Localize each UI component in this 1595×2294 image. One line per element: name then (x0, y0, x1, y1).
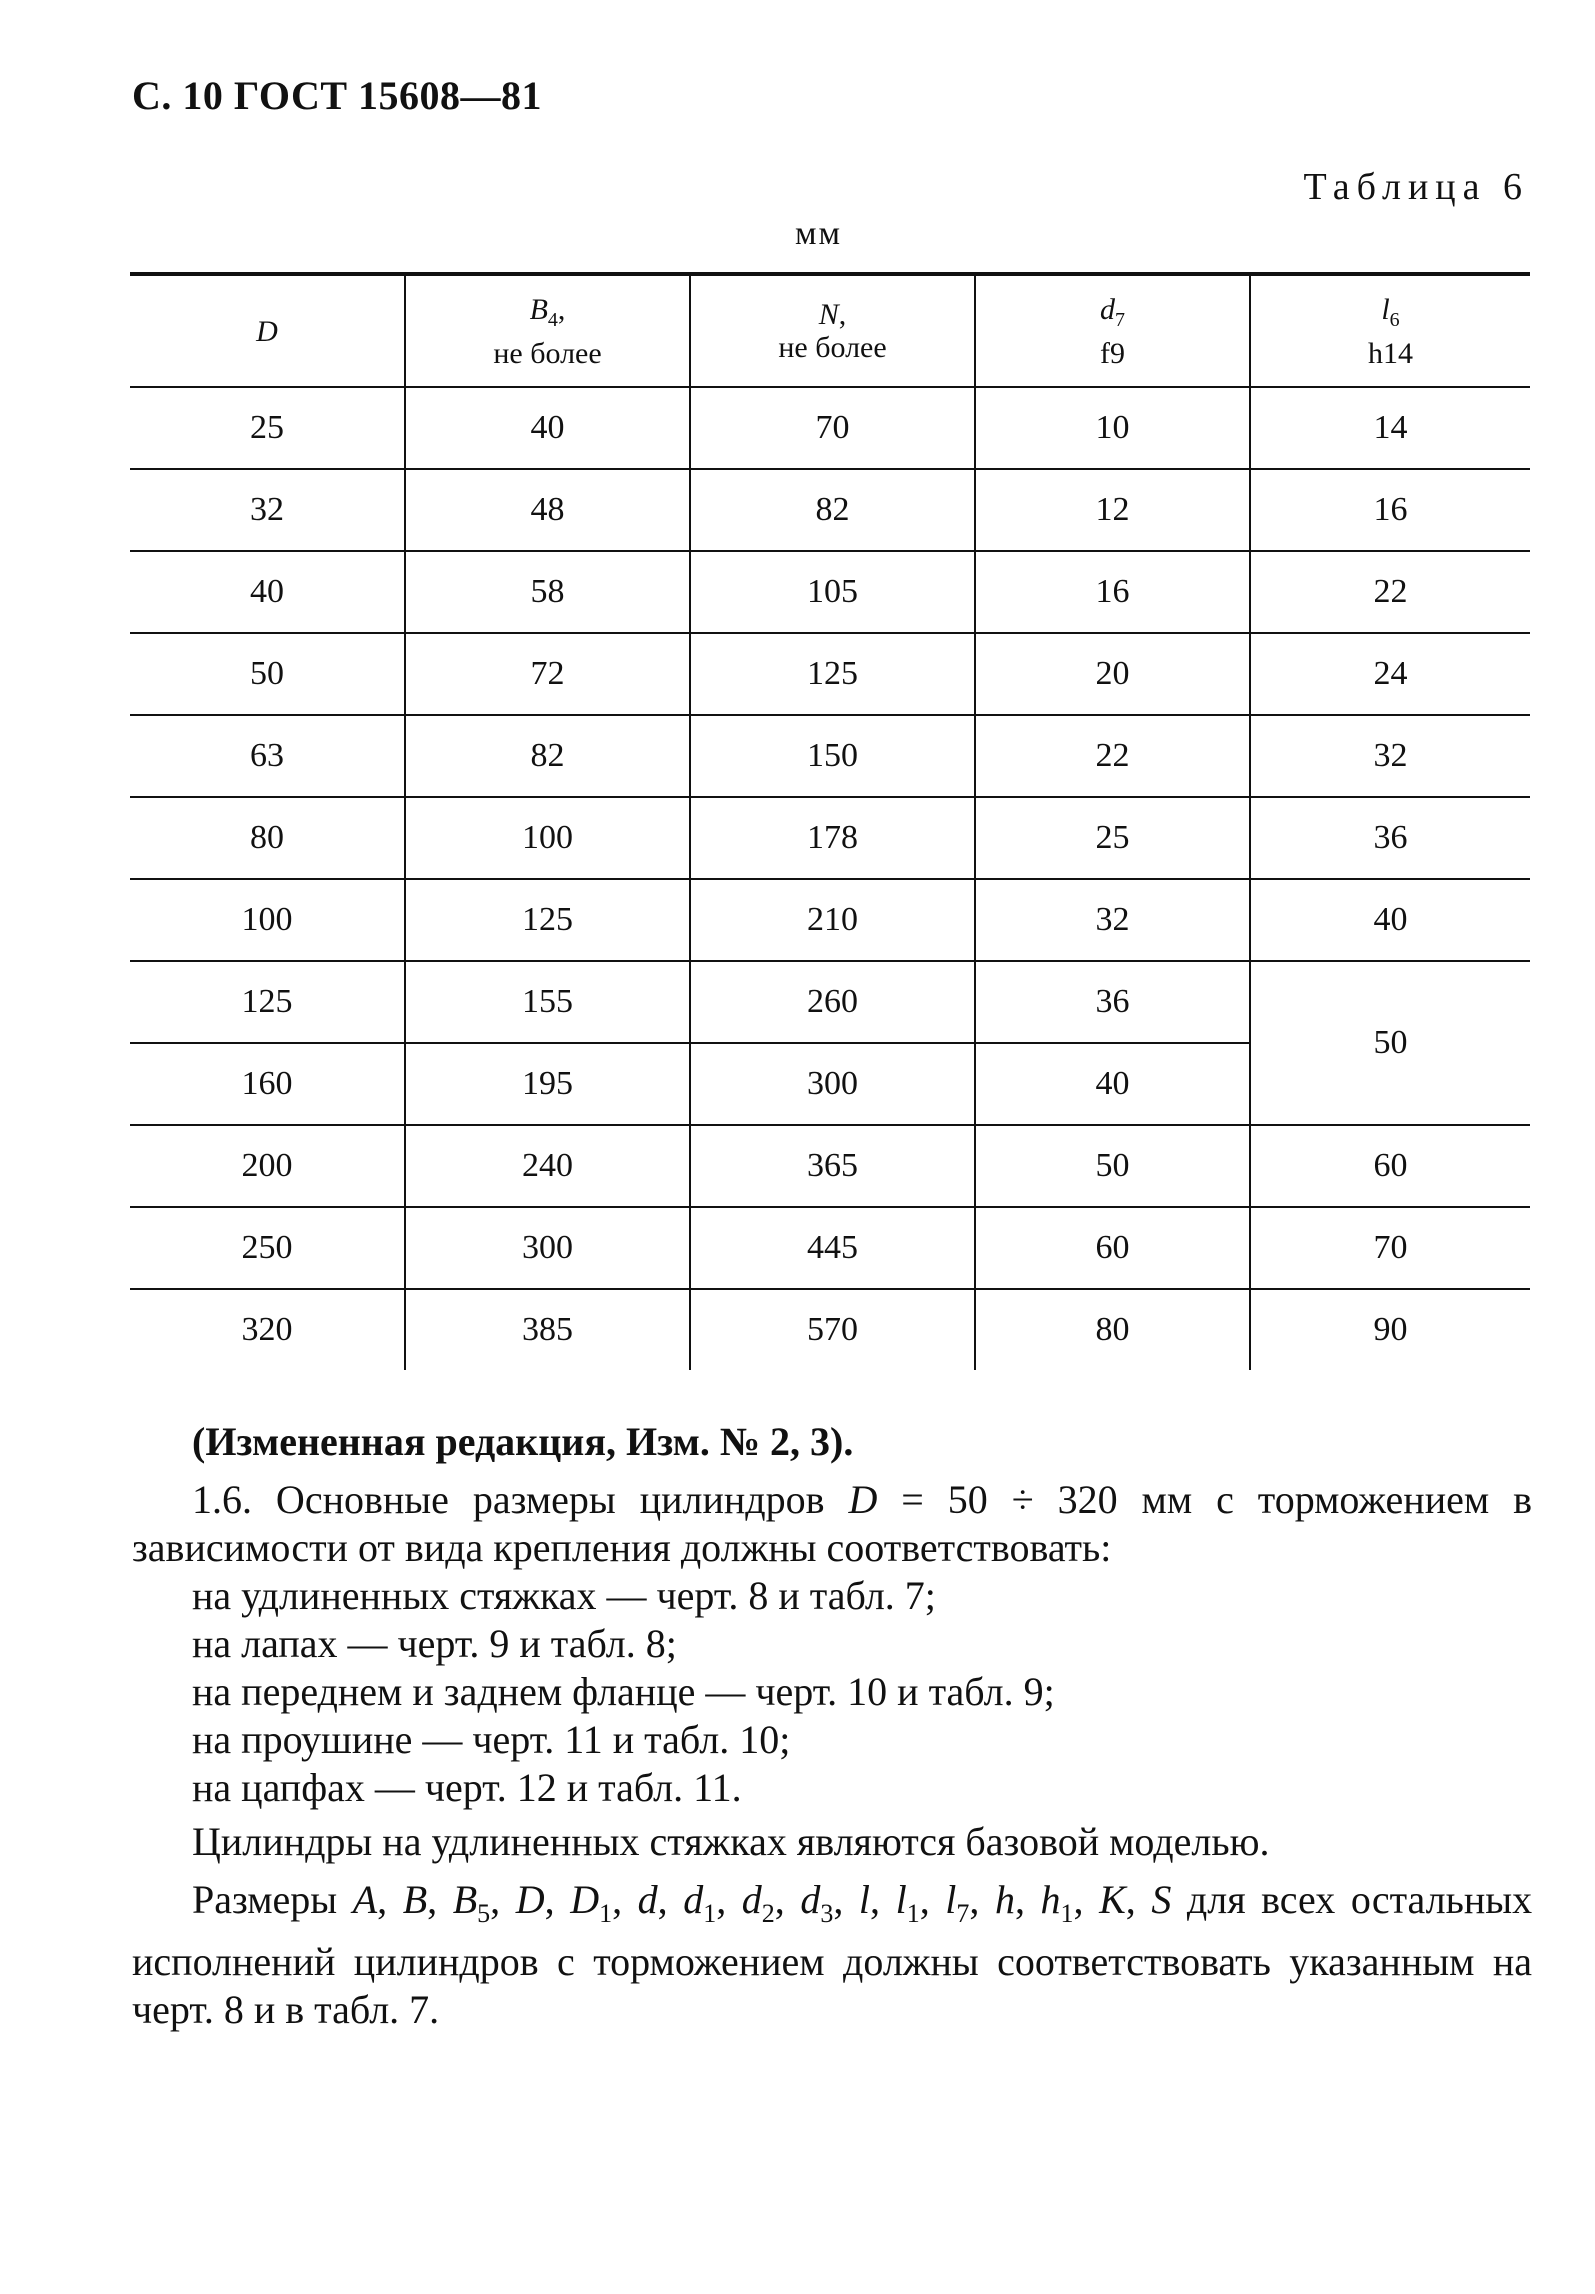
table-row (130, 551, 1530, 633)
header-symbol: N (818, 298, 839, 331)
table-cell: 60 (1250, 1125, 1530, 1207)
table-cell: 12 (975, 469, 1250, 551)
table-cell: 300 (405, 1207, 690, 1289)
table-cell: 32 (975, 879, 1250, 961)
table-cell: 72 (405, 633, 690, 715)
header-subscript: 7 (1115, 308, 1125, 331)
table-cell: 36 (1250, 797, 1530, 879)
header-suffix: , (557, 292, 566, 326)
text-run: = 50 ÷ 320 мм с торможением в зависимости от вида крепления должны соответствовать: (132, 1477, 1532, 1570)
paragraph-dimensions (132, 1876, 1532, 2034)
table-cell: 160 (130, 1043, 405, 1125)
table-cell: 200 (130, 1125, 405, 1207)
table-row (130, 387, 1530, 469)
table-cell: 22 (975, 715, 1250, 797)
header-symbol: d (1100, 292, 1115, 326)
table-cell: 385 (405, 1289, 690, 1370)
table-cell: 40 (405, 387, 690, 469)
table-cell: 10 (975, 387, 1250, 469)
table-cell: 240 (405, 1125, 690, 1207)
table-cell: 80 (975, 1289, 1250, 1370)
table-cell: 178 (690, 797, 975, 879)
symbol-d: D (848, 1477, 878, 1522)
body-text (132, 1418, 1532, 2034)
table-cell: 260 (690, 961, 975, 1043)
table-cell: 445 (690, 1207, 975, 1289)
table-cell: 32 (130, 469, 405, 551)
table-row (130, 797, 1530, 879)
header-note: f9 (1100, 336, 1125, 370)
table-cell: 125 (405, 879, 690, 961)
table-cell: 70 (690, 387, 975, 469)
table-cell: 100 (405, 797, 690, 879)
table-cell: 40 (130, 551, 405, 633)
paragraph-base-model: Цилиндры на удлиненных стяжках являются базовой моделью. (192, 1819, 1270, 1864)
text-run: 1.6. Основные размеры цилиндров (192, 1477, 849, 1522)
header-d7 (975, 274, 1250, 387)
table-cell: 63 (130, 715, 405, 797)
table-cell: 320 (130, 1289, 405, 1370)
dimension-symbols: A, B, $B_5$, D, $D_1$, d, $d_1$, $d_2$, $d_3$, l, $l_1$, $l_7$, h, $h_1$, K, S (352, 1877, 1172, 1928)
header-subscript: 6 (1389, 308, 1400, 331)
units-label: мм (795, 215, 843, 252)
table-cell: 90 (1250, 1289, 1530, 1370)
table-cell: 20 (975, 633, 1250, 715)
table-cell: 82 (690, 469, 975, 551)
table-cell: 150 (690, 715, 975, 797)
table-row (130, 1125, 1530, 1207)
table-cell: 300 (690, 1043, 975, 1125)
table-cell: 40 (975, 1043, 1250, 1125)
table-row (130, 961, 1530, 1043)
table-row (130, 1289, 1530, 1370)
list-item: на лапах — черт. 9 и табл. 8; (192, 1621, 677, 1666)
table-cell: 70 (1250, 1207, 1530, 1289)
table-cell: 60 (975, 1207, 1250, 1289)
header-note: не более (493, 336, 602, 370)
table-header-row (130, 274, 1530, 387)
table-cell: 125 (690, 633, 975, 715)
table-row (130, 633, 1530, 715)
table-cell: 36 (975, 961, 1250, 1043)
table-cell: 105 (690, 551, 975, 633)
table-cell: 570 (690, 1289, 975, 1370)
dimensions-table (130, 272, 1530, 1370)
header-d (130, 274, 405, 387)
header-symbol: B (529, 292, 548, 326)
list-item: на удлиненных стяжках — черт. 8 и табл. 7; (192, 1573, 936, 1618)
table-cell: 24 (1250, 633, 1530, 715)
table-cell: 50 (130, 633, 405, 715)
table-cell: 16 (1250, 469, 1530, 551)
table-cell: 58 (405, 551, 690, 633)
table-cell: 32 (1250, 715, 1530, 797)
table-cell: 125 (130, 961, 405, 1043)
paragraph-1-6 (132, 1476, 1532, 1572)
header-n (690, 274, 975, 387)
table-cell: 25 (130, 387, 405, 469)
header-note: не более (778, 331, 887, 364)
table-cell: 16 (975, 551, 1250, 633)
table-cell: 82 (405, 715, 690, 797)
table-label: Таблица 6 (1303, 166, 1529, 208)
table-cell: 250 (130, 1207, 405, 1289)
page-header: С. 10 ГОСТ 15608—81 (132, 73, 543, 118)
table-row (130, 469, 1530, 551)
table-cell: 40 (1250, 879, 1530, 961)
table-cell: 155 (405, 961, 690, 1043)
table-cell: 210 (690, 879, 975, 961)
table-cell: 14 (1250, 387, 1530, 469)
table-row (130, 879, 1530, 961)
list-item: на цапфах — черт. 12 и табл. 11. (192, 1765, 742, 1810)
header-symbol: l (1381, 292, 1390, 326)
amendment-note: (Измененная редакция, Изм. № 2, 3). (192, 1419, 854, 1464)
text-run: Размеры (192, 1877, 353, 1922)
text-run: для всех остальных исполнений цилиндров с торможением должны соответствовать указанным на черт. 8 и в табл. 7. (132, 1877, 1533, 2032)
list-item: на переднем и заднем фланце — черт. 10 и табл. 9; (192, 1669, 1055, 1714)
header-note: h14 (1368, 336, 1413, 370)
table-cell-merged: 50 (1250, 961, 1530, 1125)
header-b4 (405, 274, 690, 387)
table-cell: 100 (130, 879, 405, 961)
table-cell: 22 (1250, 551, 1530, 633)
table-cell: 48 (405, 469, 690, 551)
table-cell: 365 (690, 1125, 975, 1207)
table-cell: 50 (975, 1125, 1250, 1207)
table-row (130, 715, 1530, 797)
table-cell: 195 (405, 1043, 690, 1125)
header-suffix: , (838, 298, 847, 331)
header-symbol: D (256, 314, 278, 348)
table-row (130, 1207, 1530, 1289)
list-item: на проушине — черт. 11 и табл. 10; (192, 1717, 791, 1762)
table-cell: 25 (975, 797, 1250, 879)
header-l6 (1250, 274, 1530, 387)
header-subscript: 4 (547, 308, 558, 331)
table-cell: 80 (130, 797, 405, 879)
